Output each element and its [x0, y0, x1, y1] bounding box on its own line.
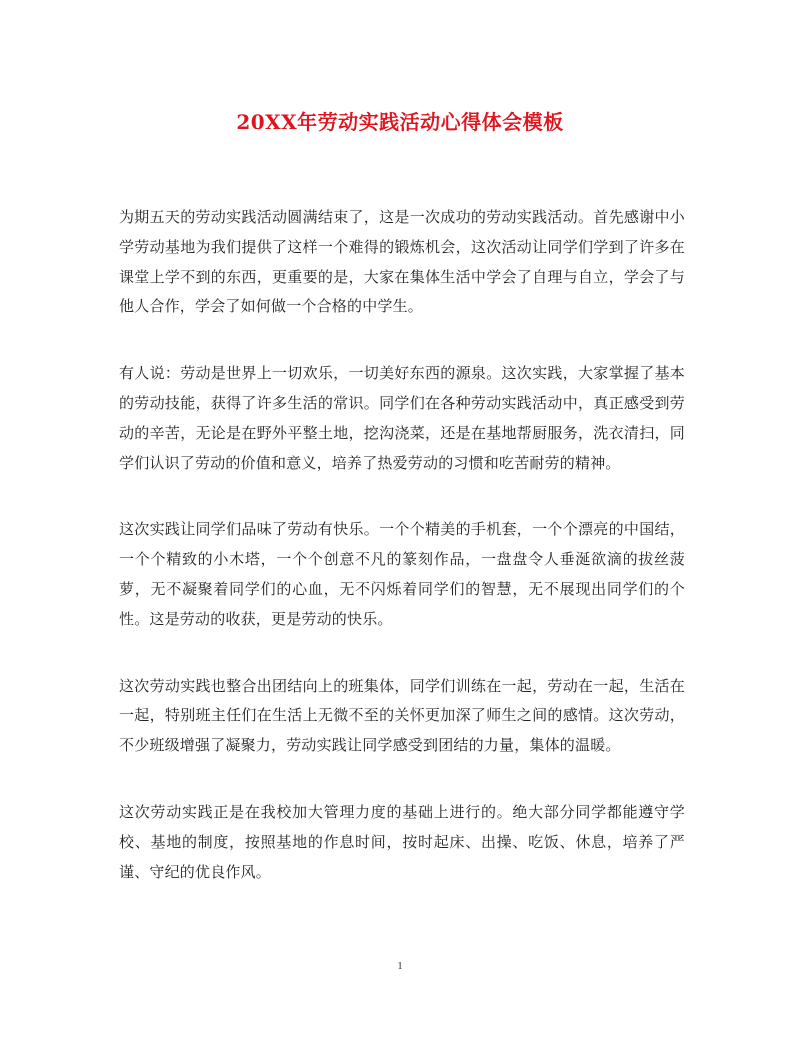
- paragraph-5: 这次劳动实践正是在我校加大管理力度的基础上进行的。绝大部分同学都能遵守学校、基地的制度，按照基地的作息时间，按时起床、出操、吃饭、休息，培养了严谨、守纪的优良作风。: [119, 802, 685, 881]
- paragraph-4: 这次劳动实践也整合出团结向上的班集体，同学们训练在一起，劳动在一起，生活在一起，特别班主任们在生活上无微不至的关怀更加深了师生之间的感情。这次劳动，不少班级增强了凝聚力，劳动实践让同学感受到团结的力量，集体的温暖。: [119, 676, 685, 755]
- document-title: 20XX年劳动实践活动心得体会模板: [236, 110, 564, 134]
- paragraph-2: 有人说：劳动是世界上一切欢乐，一切美好东西的源泉。这次实践，大家掌握了基本的劳动技能，获得了许多生活的常识。同学们在各种劳动实践活动中，真正感受到劳动的辛苦，无论是在野外平整土地，挖沟浇菜，还是在基地帮厨服务，洗衣清扫，同学们认识了劳动的价值和意义，培养了热爱劳动的习惯和吃苦耐劳的精神。: [119, 364, 685, 472]
- paragraph-1: 为期五天的劳动实践活动圆满结束了，这是一次成功的劳动实践活动。首先感谢中小学劳动基地为我们提供了这样一个难得的锻炼机会，这次活动让同学们学到了许多在课堂上学不到的东西，更重要的是，大家在集体生活中学会了自理与自立，学会了与他人合作，学会了如何做一个合格的中学生。: [119, 208, 685, 316]
- paragraph-3: 这次实践让同学们品味了劳动有快乐。一个个精美的手机套，一个个漂亮的中国结，一个个精致的小木塔，一个个创意不凡的篆刻作品，一盘盘令人垂涎欲滴的拔丝菠萝，无不凝聚着同学们的心血，无不闪烁着同学们的智慧，无不展现出同学们的个性。这是劳动的收获，更是劳动的快乐。: [119, 520, 685, 628]
- page-number: 1: [397, 960, 403, 972]
- document-body: [119, 203, 685, 924]
